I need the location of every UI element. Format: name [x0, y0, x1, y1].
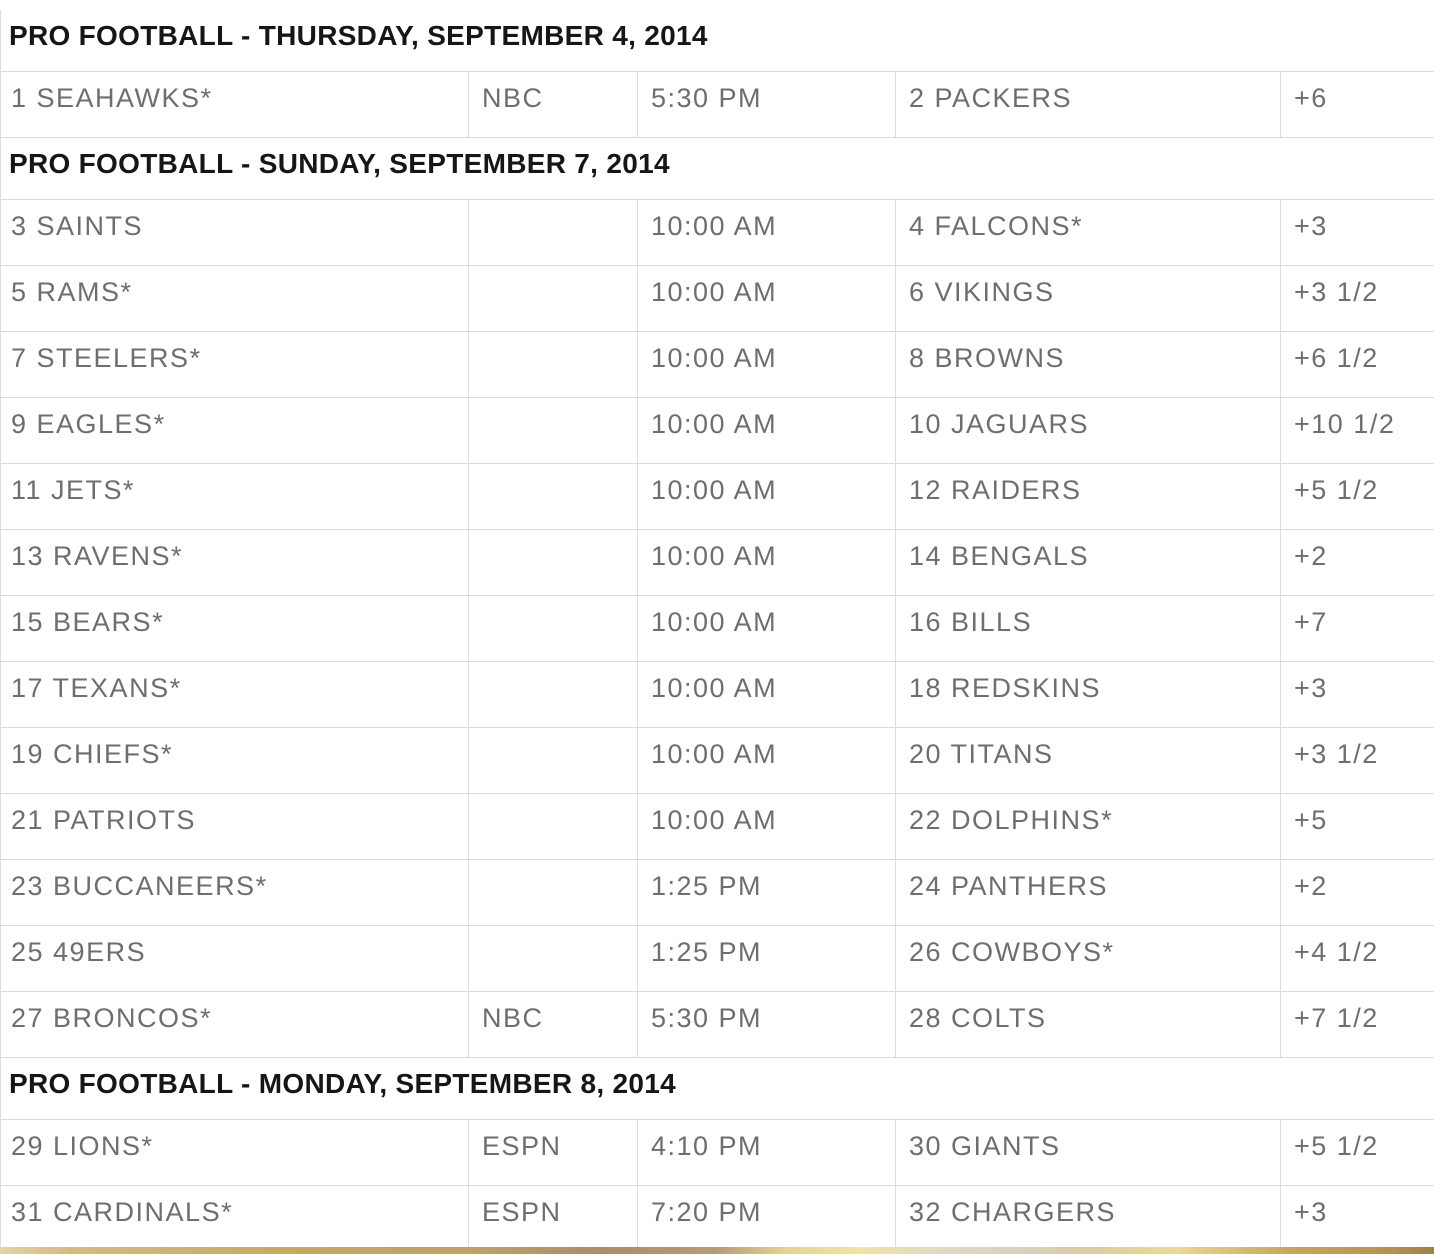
home-team-cell: 28 COLTS	[895, 992, 1280, 1057]
home-team-cell: 8 BROWNS	[895, 332, 1280, 397]
network-cell: NBC	[468, 992, 637, 1057]
home-team-cell: 6 VIKINGS	[895, 266, 1280, 331]
home-team-cell: 32 CHARGERS	[895, 1186, 1280, 1251]
time-cell: 1:25 PM	[637, 860, 895, 925]
network-cell	[468, 266, 637, 331]
network-cell: NBC	[468, 72, 637, 137]
network-cell	[468, 200, 637, 265]
time-cell: 10:00 AM	[637, 530, 895, 595]
time-cell: 5:30 PM	[637, 992, 895, 1057]
network-cell	[468, 728, 637, 793]
spread-cell: +2	[1280, 860, 1434, 925]
section-header-monday: PRO FOOTBALL - MONDAY, SEPTEMBER 8, 2014	[1, 1058, 1434, 1120]
spread-cell: +5 1/2	[1280, 1120, 1434, 1185]
visitor-team-cell: 11 JETS*	[11, 475, 136, 505]
game-row	[1, 926, 1434, 992]
visitor-team-cell: 17 TEXANS*	[11, 673, 182, 703]
game-row	[1, 662, 1434, 728]
visitor-team-cell: 27 BRONCOS*	[11, 1003, 213, 1033]
section-header-thursday: PRO FOOTBALL - THURSDAY, SEPTEMBER 4, 2014	[1, 10, 1434, 72]
home-team-cell: 2 PACKERS	[895, 72, 1280, 137]
visitor-team-cell: 13 RAVENS*	[11, 541, 184, 571]
time-cell: 10:00 AM	[637, 662, 895, 727]
time-cell: 10:00 AM	[637, 398, 895, 463]
home-team-cell: 10 JAGUARS	[895, 398, 1280, 463]
time-cell: 5:30 PM	[637, 72, 895, 137]
spread-cell: +7	[1280, 596, 1434, 661]
home-team-cell: 12 RAIDERS	[895, 464, 1280, 529]
visitor-team-cell: 21 PATRIOTS	[11, 805, 197, 835]
time-cell: 10:00 AM	[637, 464, 895, 529]
network-cell	[468, 464, 637, 529]
time-cell: 1:25 PM	[637, 926, 895, 991]
spread-cell: +7 1/2	[1280, 992, 1434, 1057]
network-cell	[468, 860, 637, 925]
home-team-cell: 24 PANTHERS	[895, 860, 1280, 925]
game-row	[1, 200, 1434, 266]
home-team-cell: 4 FALCONS*	[895, 200, 1280, 265]
network-cell: ESPN	[468, 1120, 637, 1185]
game-row	[1, 530, 1434, 596]
network-cell	[468, 596, 637, 661]
home-team-cell: 16 BILLS	[895, 596, 1280, 661]
network-cell	[468, 662, 637, 727]
spread-cell: +6 1/2	[1280, 332, 1434, 397]
game-row	[1, 860, 1434, 926]
network-cell	[468, 530, 637, 595]
pro-football-schedule-table	[0, 10, 1434, 1252]
game-row	[1, 1186, 1434, 1252]
time-cell: 7:20 PM	[637, 1186, 895, 1251]
visitor-team-cell: 31 CARDINALS*	[11, 1197, 234, 1227]
time-cell: 10:00 AM	[637, 794, 895, 859]
time-cell: 10:00 AM	[637, 596, 895, 661]
visitor-team-cell: 7 STEELERS*	[11, 343, 202, 373]
time-cell: 10:00 AM	[637, 266, 895, 331]
visitor-team-cell: 15 BEARS*	[11, 607, 165, 637]
gold-accent-bar	[0, 1247, 1434, 1254]
game-row	[1, 728, 1434, 794]
spread-cell: +5	[1280, 794, 1434, 859]
spread-cell: +3 1/2	[1280, 266, 1434, 331]
home-team-cell: 20 TITANS	[895, 728, 1280, 793]
game-row	[1, 464, 1434, 530]
time-cell: 10:00 AM	[637, 200, 895, 265]
time-cell: 4:10 PM	[637, 1120, 895, 1185]
visitor-team-cell: 19 CHIEFS*	[11, 739, 174, 769]
time-cell: 10:00 AM	[637, 332, 895, 397]
home-team-cell: 22 DOLPHINS*	[895, 794, 1280, 859]
game-row	[1, 794, 1434, 860]
game-row	[1, 72, 1434, 138]
spread-cell: +3	[1280, 1186, 1434, 1251]
section-header-sunday: PRO FOOTBALL - SUNDAY, SEPTEMBER 7, 2014	[1, 138, 1434, 200]
game-row	[1, 596, 1434, 662]
network-cell	[468, 398, 637, 463]
visitor-team-cell: 9 EAGLES*	[11, 409, 166, 439]
home-team-cell: 14 BENGALS	[895, 530, 1280, 595]
visitor-team-cell: 29 LIONS*	[11, 1131, 154, 1161]
visitor-team-cell: 3 SAINTS	[11, 211, 144, 241]
spread-cell: +6	[1280, 72, 1434, 137]
home-team-cell: 30 GIANTS	[895, 1120, 1280, 1185]
visitor-team-cell: 5 RAMS*	[11, 277, 133, 307]
game-row	[1, 332, 1434, 398]
time-cell: 10:00 AM	[637, 728, 895, 793]
spread-cell: +10 1/2	[1280, 398, 1434, 463]
top-spacer	[0, 0, 1434, 10]
home-team-cell: 18 REDSKINS	[895, 662, 1280, 727]
game-row	[1, 1120, 1434, 1186]
game-row	[1, 398, 1434, 464]
spread-cell: +2	[1280, 530, 1434, 595]
visitor-team-cell: 1 SEAHAWKS*	[11, 83, 213, 113]
game-row	[1, 266, 1434, 332]
network-cell	[468, 332, 637, 397]
spread-cell: +5 1/2	[1280, 464, 1434, 529]
spread-cell: +3 1/2	[1280, 728, 1434, 793]
spread-cell: +3	[1280, 662, 1434, 727]
network-cell	[468, 926, 637, 991]
spread-cell: +4 1/2	[1280, 926, 1434, 991]
network-cell	[468, 794, 637, 859]
spread-cell: +3	[1280, 200, 1434, 265]
network-cell: ESPN	[468, 1186, 637, 1251]
home-team-cell: 26 COWBOYS*	[895, 926, 1280, 991]
visitor-team-cell: 25 49ERS	[11, 937, 147, 967]
game-row	[1, 992, 1434, 1058]
visitor-team-cell: 23 BUCCANEERS*	[11, 871, 268, 901]
